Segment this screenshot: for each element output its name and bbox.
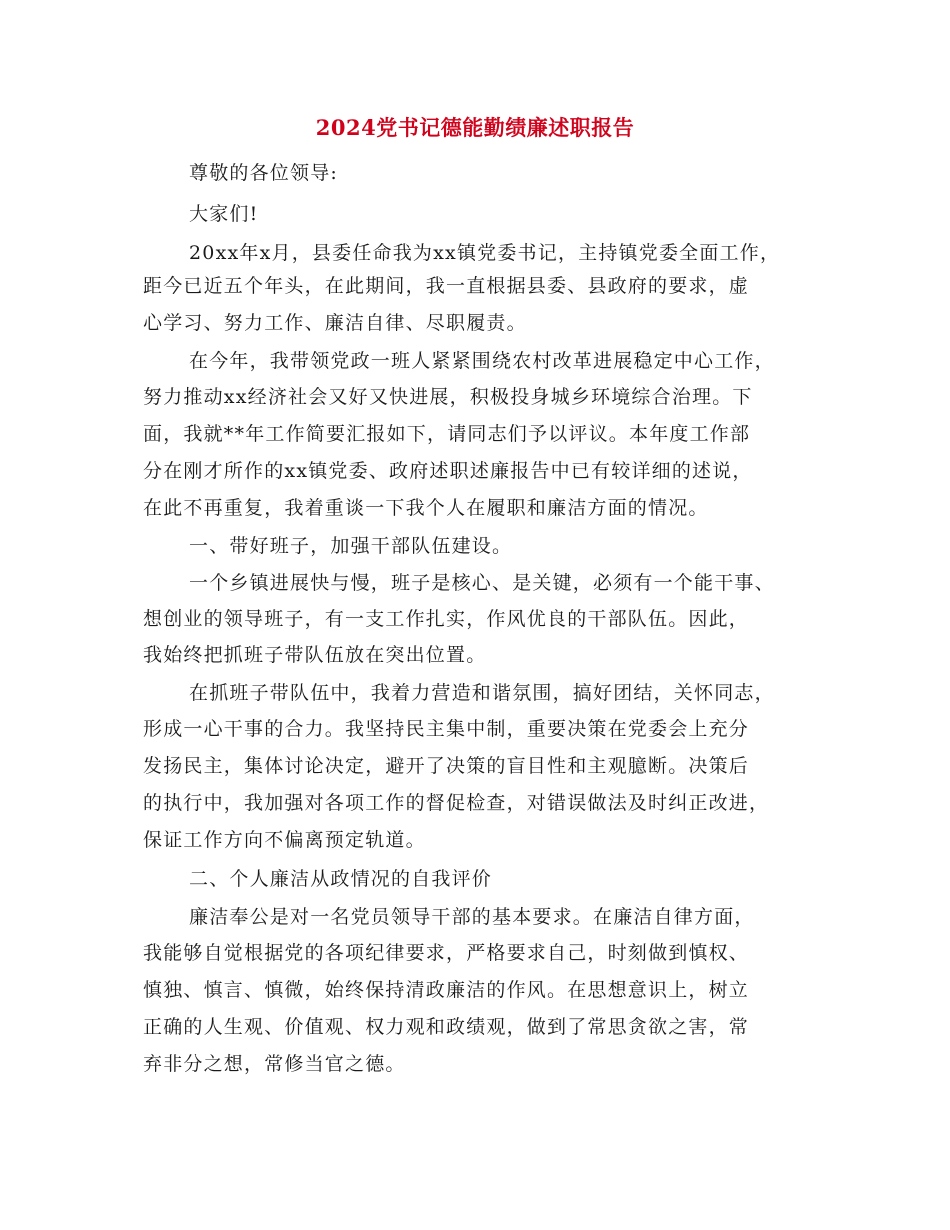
text-line: 正确的人生观、价值观、权力观和政绩观，做到了常思贪欲之害，常 [143, 1016, 750, 1038]
text-line: 我能够自觉根据党的各项纪律要求，严格要求自己，时刻做到慎权、 [143, 942, 750, 964]
text-line: 廉洁奉公是对一名党员领导干部的基本要求。在廉洁自律方面， [189, 906, 755, 928]
salutation-line: 尊敬的各位领导: [189, 162, 339, 184]
text-line: 面，我就**年工作简要汇报如下，请同志们予以评议。本年度工作部 [143, 423, 751, 445]
text-line: 努力推动xx经济社会又好又快进展，积极投身城乡环境综合治理。下 [143, 386, 753, 408]
text-line: 距今已近五个年头，在此期间，我一直根据县委、县政府的要求，虚 [143, 275, 750, 297]
document-title: 2024党书记德能勤绩廉述职报告 [315, 115, 635, 140]
text-line: 在抓班子带队伍中，我着力营造和谐氛围，搞好团结，关怀同志， [189, 682, 775, 704]
text-line: 我始终把抓班子带队伍放在突出位置。 [143, 644, 487, 666]
text-line: 慎独、慎言、慎微，始终保持清政廉洁的作风。在思想意识上，树立 [143, 979, 750, 1001]
section-heading: 二、个人廉洁从政情况的自我评价 [189, 868, 493, 890]
text-line: 在今年，我带领党政一班人紧紧围绕农村改革进展稳定中心工作， [189, 350, 775, 372]
text-line: 分在刚才所作的xx镇党委、政府述职述廉报告中已有较详细的述说， [143, 460, 753, 482]
text-line: 心学习、努力工作、廉洁自律、尽职履责。 [143, 312, 527, 334]
text-line: 形成一心干事的合力。我坚持民主集中制，重要决策在党委会上充分 [143, 718, 750, 740]
text-line: 在此不再重复，我着重谈一下我个人在履职和廉洁方面的情况。 [143, 497, 709, 519]
text-line: 保证工作方向不偏离预定轨道。 [143, 829, 426, 851]
section-heading: 一、带好班子，加强干部队伍建设。 [189, 535, 513, 557]
text-line: 弃非分之想，常修当官之德。 [143, 1053, 406, 1075]
text-line: 的执行中，我加强对各项工作的督促检查，对错误做法及时纠正改进， [143, 792, 770, 814]
greeting-line: 大家们! [189, 203, 259, 225]
text-line: 发扬民主，集体讨论决定，避开了决策的盲目性和主观臆断。决策后 [143, 755, 750, 777]
text-line: 想创业的领导班子，有一支工作扎实，作风优良的干部队伍。因此， [143, 608, 750, 630]
text-line: 一个乡镇进展快与慢，班子是核心、是关键，必须有一个能干事、 [189, 572, 775, 594]
text-line: 20xx年x月，县委任命我为xx镇党委书记，主持镇党委全面工作， [189, 242, 781, 264]
